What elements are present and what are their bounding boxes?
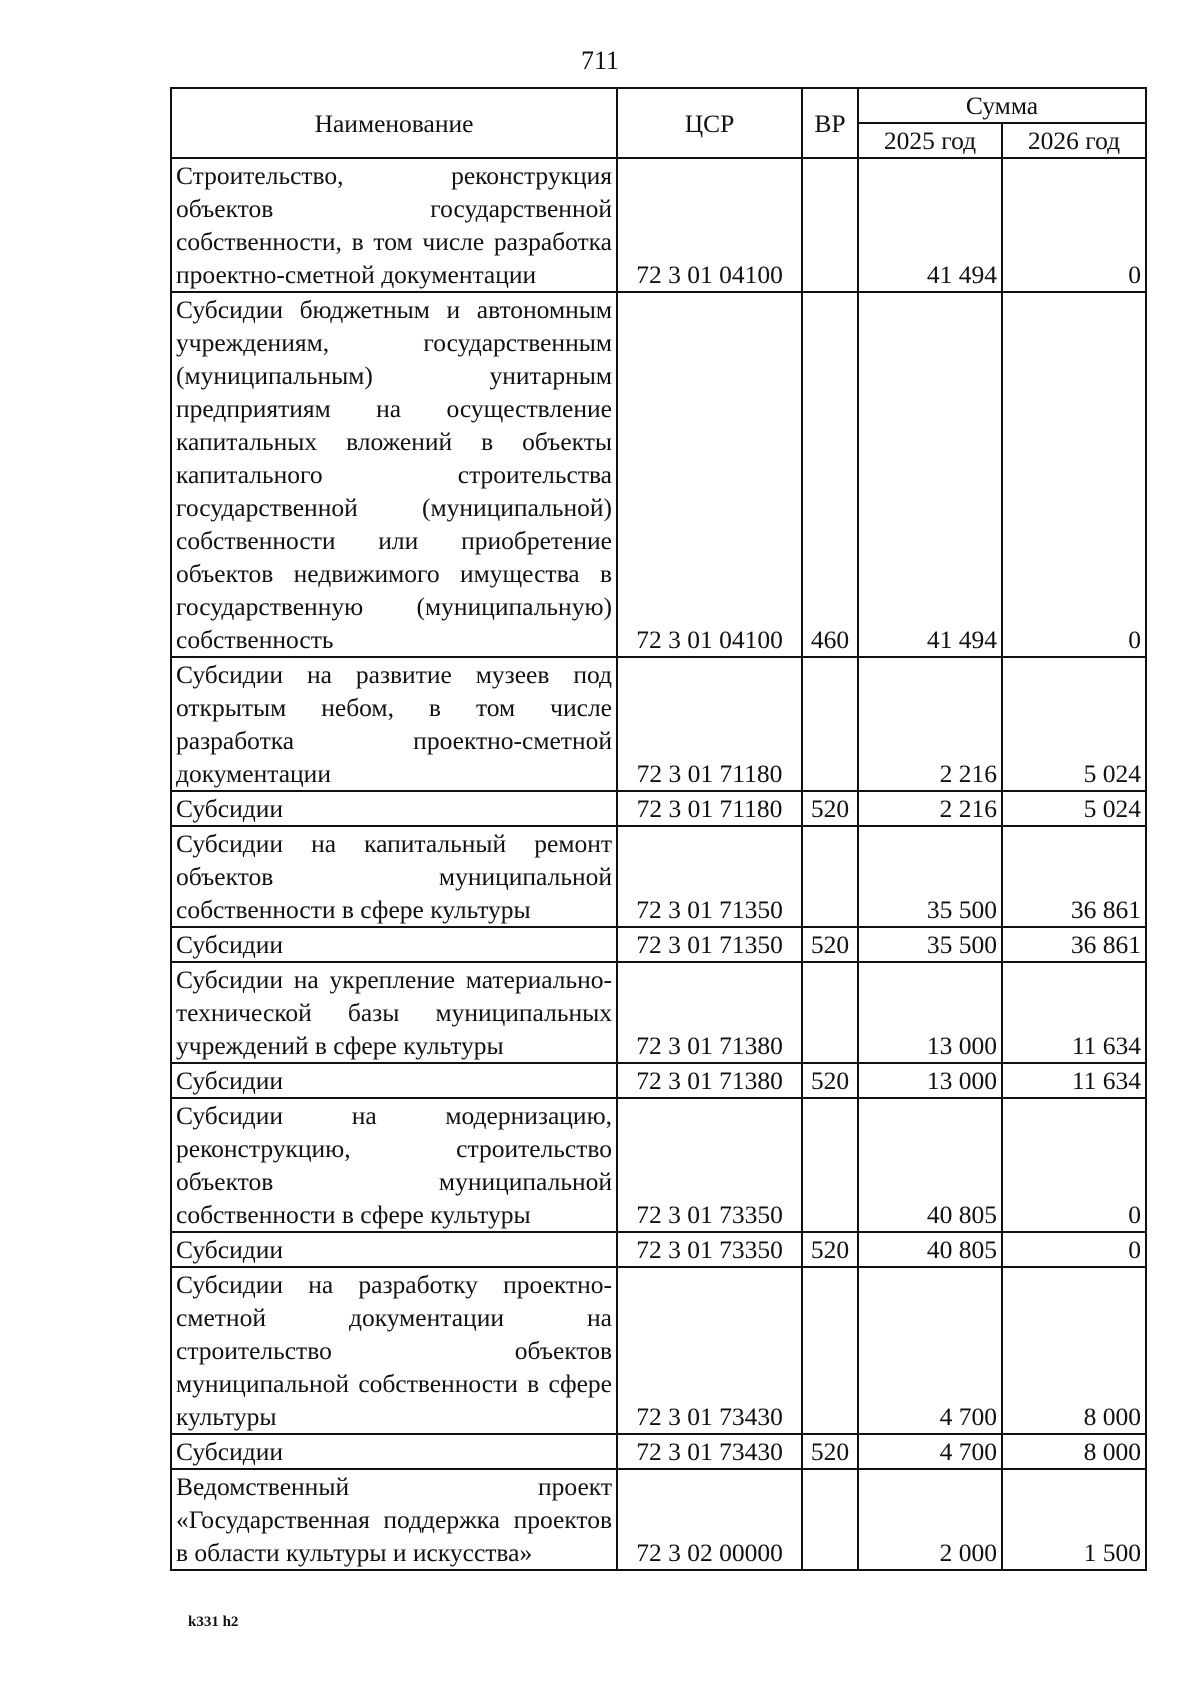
page-number: 711 — [580, 46, 620, 75]
row-vr — [802, 1098, 858, 1232]
row-sum-2026: 1 500 — [1002, 1469, 1146, 1570]
header-sum: Сумма — [858, 88, 1146, 123]
row-sum-2026: 11 634 — [1002, 1063, 1146, 1098]
row-sum-2025: 2 000 — [858, 1469, 1002, 1570]
row-sum-2025: 13 000 — [858, 1063, 1002, 1098]
row-csr: 72 3 01 71180 — [617, 791, 802, 826]
row-vr — [802, 962, 858, 1063]
header-year-2026: 2026 год — [1002, 123, 1146, 158]
table-body — [171, 158, 1146, 1570]
row-vr: 520 — [802, 927, 858, 962]
row-csr: 72 3 01 73350 — [617, 1232, 802, 1267]
row-csr: 72 3 01 71350 — [617, 826, 802, 927]
row-name: Строительство, реконструкция объектов государственной собственности, в том числе разработка проектно-сметной документации — [171, 158, 617, 292]
table-row — [171, 1232, 1146, 1267]
row-csr: 72 3 02 00000 — [617, 1469, 802, 1570]
row-name: Субсидии бюджетным и автономным учреждениям, государственным (муниципальным) унитарным предприятиям на осуществление капитальных вложений в объекты капитального строительства государственной (муниципальной) собственности или приобретение объектов недвижимого имущества в государственную (муниципальную) собственность — [171, 292, 617, 657]
table-row — [171, 1098, 1146, 1232]
table-row — [171, 962, 1146, 1063]
row-sum-2026: 0 — [1002, 158, 1146, 292]
table-row — [171, 1267, 1146, 1434]
row-vr — [802, 158, 858, 292]
table-row — [171, 158, 1146, 292]
table-row — [171, 1469, 1146, 1570]
table-row — [171, 657, 1146, 791]
row-vr — [802, 1469, 858, 1570]
row-sum-2026: 8 000 — [1002, 1267, 1146, 1434]
row-csr: 72 3 01 71350 — [617, 927, 802, 962]
row-name: Субсидии на укрепление материально-технической базы муниципальных учреждений в сфере культуры — [171, 962, 617, 1063]
row-sum-2025: 41 494 — [858, 292, 1002, 657]
header-csr: ЦСР — [617, 88, 802, 158]
row-csr: 72 3 01 73430 — [617, 1434, 802, 1469]
table-row — [171, 292, 1146, 657]
row-sum-2025: 2 216 — [858, 791, 1002, 826]
row-csr: 72 3 01 04100 — [617, 292, 802, 657]
row-name: Субсидии — [171, 1232, 617, 1267]
row-sum-2025: 40 805 — [858, 1232, 1002, 1267]
row-sum-2026: 5 024 — [1002, 657, 1146, 791]
footer-code: k331 h2 — [188, 1614, 239, 1630]
row-csr: 72 3 01 73350 — [617, 1098, 802, 1232]
row-vr — [802, 1267, 858, 1434]
header-year-2025: 2025 год — [858, 123, 1002, 158]
row-name: Субсидии на капитальный ремонт объектов муниципальной собственности в сфере культуры — [171, 826, 617, 927]
row-name: Субсидии — [171, 927, 617, 962]
header-vr: ВР — [802, 88, 858, 158]
table-row — [171, 927, 1146, 962]
row-csr: 72 3 01 71380 — [617, 1063, 802, 1098]
budget-table — [170, 87, 1147, 1571]
row-vr: 520 — [802, 1063, 858, 1098]
row-vr: 460 — [802, 292, 858, 657]
row-sum-2025: 40 805 — [858, 1098, 1002, 1232]
row-sum-2025: 4 700 — [858, 1434, 1002, 1469]
table-row — [171, 826, 1146, 927]
row-sum-2025: 4 700 — [858, 1267, 1002, 1434]
row-name: Субсидии — [171, 1434, 617, 1469]
row-sum-2025: 2 216 — [858, 657, 1002, 791]
row-sum-2026: 36 861 — [1002, 927, 1146, 962]
row-vr — [802, 657, 858, 791]
row-sum-2026: 0 — [1002, 1232, 1146, 1267]
row-sum-2026: 0 — [1002, 1098, 1146, 1232]
row-sum-2026: 0 — [1002, 292, 1146, 657]
row-vr: 520 — [802, 791, 858, 826]
row-name: Субсидии — [171, 1063, 617, 1098]
row-sum-2026: 5 024 — [1002, 791, 1146, 826]
row-csr: 72 3 01 04100 — [617, 158, 802, 292]
row-sum-2025: 41 494 — [858, 158, 1002, 292]
row-name: Субсидии на разработку проектно-сметной документации на строительство объектов муниципальной собственности в сфере культуры — [171, 1267, 617, 1434]
row-vr: 520 — [802, 1434, 858, 1469]
row-vr: 520 — [802, 1232, 858, 1267]
row-csr: 72 3 01 71180 — [617, 657, 802, 791]
row-vr — [802, 826, 858, 927]
row-sum-2025: 35 500 — [858, 927, 1002, 962]
row-sum-2025: 13 000 — [858, 962, 1002, 1063]
table-row — [171, 1063, 1146, 1098]
row-sum-2025: 35 500 — [858, 826, 1002, 927]
row-sum-2026: 11 634 — [1002, 962, 1146, 1063]
row-name: Ведомственный проект «Государственная поддержка проектов в области культуры и искусства» — [171, 1469, 617, 1570]
row-csr: 72 3 01 71380 — [617, 962, 802, 1063]
row-name: Субсидии на развитие музеев под открытым небом, в том числе разработка проектно-сметной документации — [171, 657, 617, 791]
header-name: Наименование — [171, 88, 617, 158]
row-name: Субсидии — [171, 791, 617, 826]
row-name: Субсидии на модернизацию, реконструкцию, строительство объектов муниципальной собственности в сфере культуры — [171, 1098, 617, 1232]
row-sum-2026: 36 861 — [1002, 826, 1146, 927]
table-row — [171, 1434, 1146, 1469]
row-csr: 72 3 01 73430 — [617, 1267, 802, 1434]
table-row — [171, 791, 1146, 826]
row-sum-2026: 8 000 — [1002, 1434, 1146, 1469]
